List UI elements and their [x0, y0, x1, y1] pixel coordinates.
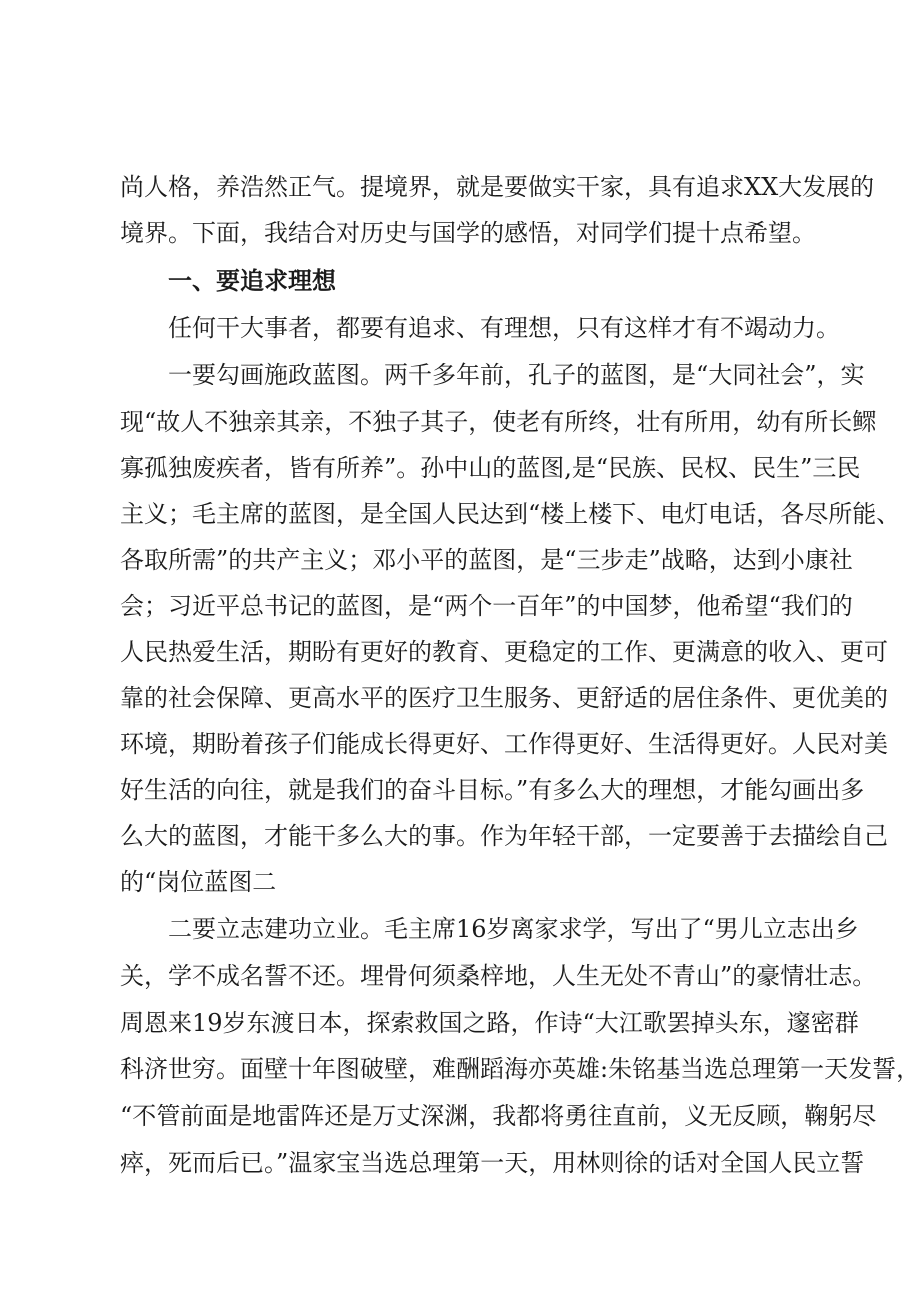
text-line: 一要勾画施政蓝图。两千多年前，孔子的蓝图，是“大同社会”，实 — [168, 361, 865, 389]
text-line: 好生活的向往，就是我们的奋斗目标。”有多么大的理想，才能勾画出多 — [120, 776, 865, 804]
text-line: 科济世穷。面壁十年图破壁，难酬蹈海亦英雄:朱铭基当选总理第一天发誓， — [120, 1055, 920, 1083]
text-line: 瘁，死而后已。”温家宝当选总理第一天，用林则徐的话对全国人民立誓 — [120, 1149, 865, 1177]
section-heading: 一、要追求理想 — [168, 267, 336, 295]
text-line: 周恩来19岁东渡日本，探索救国之路，作诗“大江歌罢掉头东，邃密群 — [120, 1009, 859, 1037]
text-line: 人民热爱生活，期盼有更好的教育、更稳定的工作、更满意的收入、更可 — [120, 638, 888, 666]
text-line: 会；习近平总书记的蓝图，是“两个一百年”的中国梦，他希望“我们的 — [120, 592, 853, 620]
text-line: 任何干大事者，都要有追求、有理想，只有这样才有不竭动力。 — [168, 314, 840, 342]
text-line: 环境，期盼着孩子们能成长得更好、工作得更好、生活得更好。人民对美 — [120, 730, 888, 758]
text-line: 关，学不成名誓不还。埋骨何须桑梓地，人生无处不青山”的豪情壮志。 — [120, 962, 877, 990]
text-line: 主义；毛主席的蓝图，是全国人民达到“楼上楼下、电灯电话，各尽所能、 — [120, 500, 901, 528]
text-line: 各取所需”的共产主义；邓小平的蓝图，是“三步走”战略，达到小康社 — [120, 546, 853, 574]
text-line: 境界。下面，我结合对历史与国学的感悟，对同学们提十点希望。 — [120, 219, 816, 247]
text-line: 靠的社会保障、更高水平的医疗卫生服务、更舒适的居住条件、更优美的 — [120, 684, 888, 712]
text-line: “不管前面是地雷阵还是万丈深渊，我都将勇往直前，义无反顾，鞠躬尽 — [120, 1102, 877, 1130]
text-line: 的“岗位蓝图二 — [120, 868, 277, 896]
text-line: 寡孤独废疾者，皆有所养”。孙中山的蓝图,是“民族、民权、民生”三民 — [120, 454, 861, 482]
text-line: 二要立志建功立业。毛主席16岁离家求学，写出了“男儿立志出乡 — [168, 915, 859, 943]
text-line: 现“故人不独亲其亲，不独子其子，使老有所终，壮有所用，幼有所长鳏 — [120, 408, 877, 436]
text-line: 么大的蓝图，才能干多么大的事。作为年轻干部，一定要善于去描绘自己 — [120, 822, 888, 850]
text-line: 尚人格，养浩然正气。提境界，就是要做实干家，具有追求XX大发展的 — [120, 173, 875, 201]
